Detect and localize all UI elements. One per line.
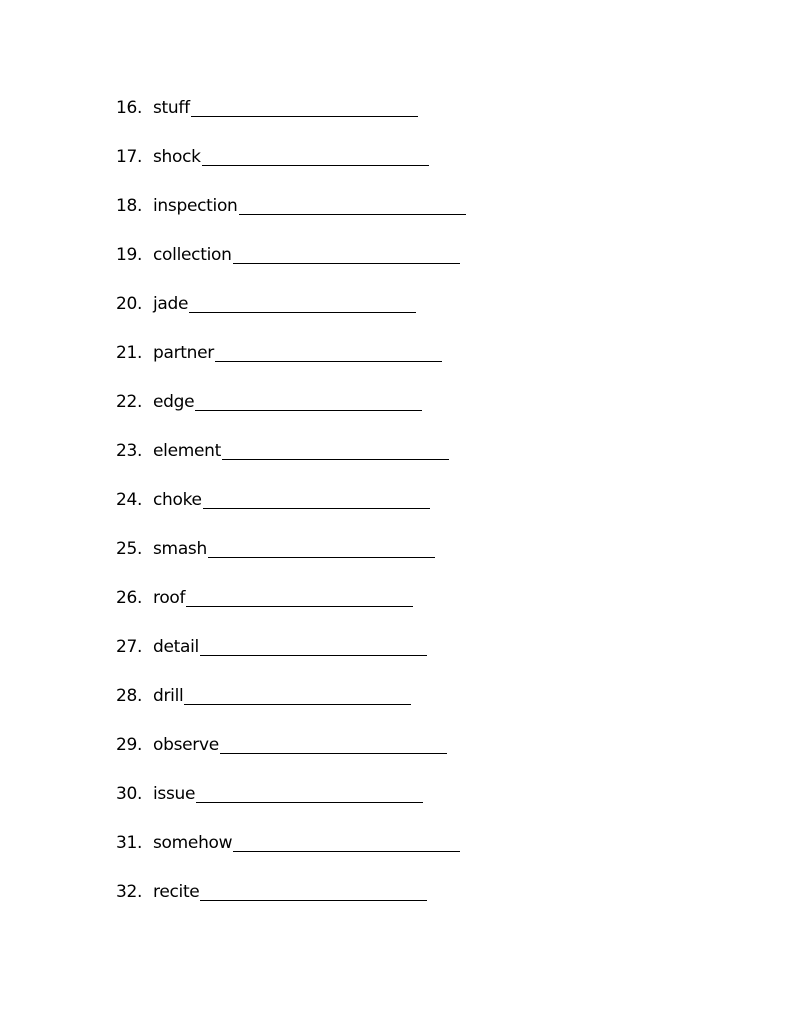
item-number: 21. (116, 343, 143, 363)
list-item (116, 292, 736, 341)
answer-blank-line[interactable] (233, 243, 460, 264)
item-number: 32. (116, 882, 143, 902)
answer-blank-line[interactable] (220, 733, 447, 754)
item-number: 17. (116, 147, 143, 167)
item-number: 23. (116, 441, 143, 461)
item-number: 30. (116, 784, 143, 804)
list-item (116, 243, 736, 292)
item-number: 22. (116, 392, 143, 412)
list-item (116, 831, 736, 880)
item-number: 28. (116, 686, 143, 706)
item-number: 18. (116, 196, 143, 216)
item-number: 27. (116, 637, 143, 657)
answer-blank-line[interactable] (189, 292, 416, 313)
answer-blank-line[interactable] (222, 439, 449, 460)
answer-blank-line[interactable] (200, 635, 427, 656)
item-word: choke (153, 490, 202, 510)
item-word: inspection (153, 196, 238, 216)
list-item (116, 488, 736, 537)
item-word: drill (153, 686, 184, 706)
answer-blank-line[interactable] (186, 586, 413, 607)
answer-blank-line[interactable] (195, 390, 422, 411)
list-item (116, 341, 736, 390)
item-word: shock (153, 147, 201, 167)
list-item (116, 684, 736, 733)
list-item (116, 194, 736, 243)
answer-blank-line[interactable] (239, 194, 466, 215)
list-item (116, 390, 736, 439)
item-word: stuff (153, 98, 190, 118)
list-item (116, 96, 736, 145)
answer-blank-line[interactable] (233, 831, 460, 852)
list-item (116, 439, 736, 488)
item-word: jade (153, 294, 189, 314)
item-word: somehow (153, 833, 233, 853)
answer-blank-line[interactable] (184, 684, 411, 705)
answer-blank-line[interactable] (215, 341, 442, 362)
list-item (116, 733, 736, 782)
item-word: collection (153, 245, 232, 265)
item-number: 19. (116, 245, 143, 265)
item-word: roof (153, 588, 186, 608)
item-word: element (153, 441, 222, 461)
item-word: edge (153, 392, 195, 412)
vocabulary-worksheet (116, 96, 736, 929)
item-word: issue (153, 784, 196, 804)
item-number: 25. (116, 539, 143, 559)
item-word: smash (153, 539, 207, 559)
answer-blank-line[interactable] (196, 782, 423, 803)
item-number: 31. (116, 833, 143, 853)
item-number: 20. (116, 294, 143, 314)
list-item (116, 782, 736, 831)
item-word: detail (153, 637, 199, 657)
list-item (116, 880, 736, 929)
list-item (116, 635, 736, 684)
list-item (116, 586, 736, 635)
answer-blank-line[interactable] (202, 145, 429, 166)
item-number: 24. (116, 490, 143, 510)
list-item (116, 145, 736, 194)
item-word: observe (153, 735, 219, 755)
item-word: recite (153, 882, 200, 902)
item-number: 29. (116, 735, 143, 755)
answer-blank-line[interactable] (208, 537, 435, 558)
item-number: 26. (116, 588, 143, 608)
item-word: partner (153, 343, 214, 363)
answer-blank-line[interactable] (191, 96, 418, 117)
answer-blank-line[interactable] (203, 488, 430, 509)
list-item (116, 537, 736, 586)
answer-blank-line[interactable] (200, 880, 427, 901)
item-number: 16. (116, 98, 143, 118)
